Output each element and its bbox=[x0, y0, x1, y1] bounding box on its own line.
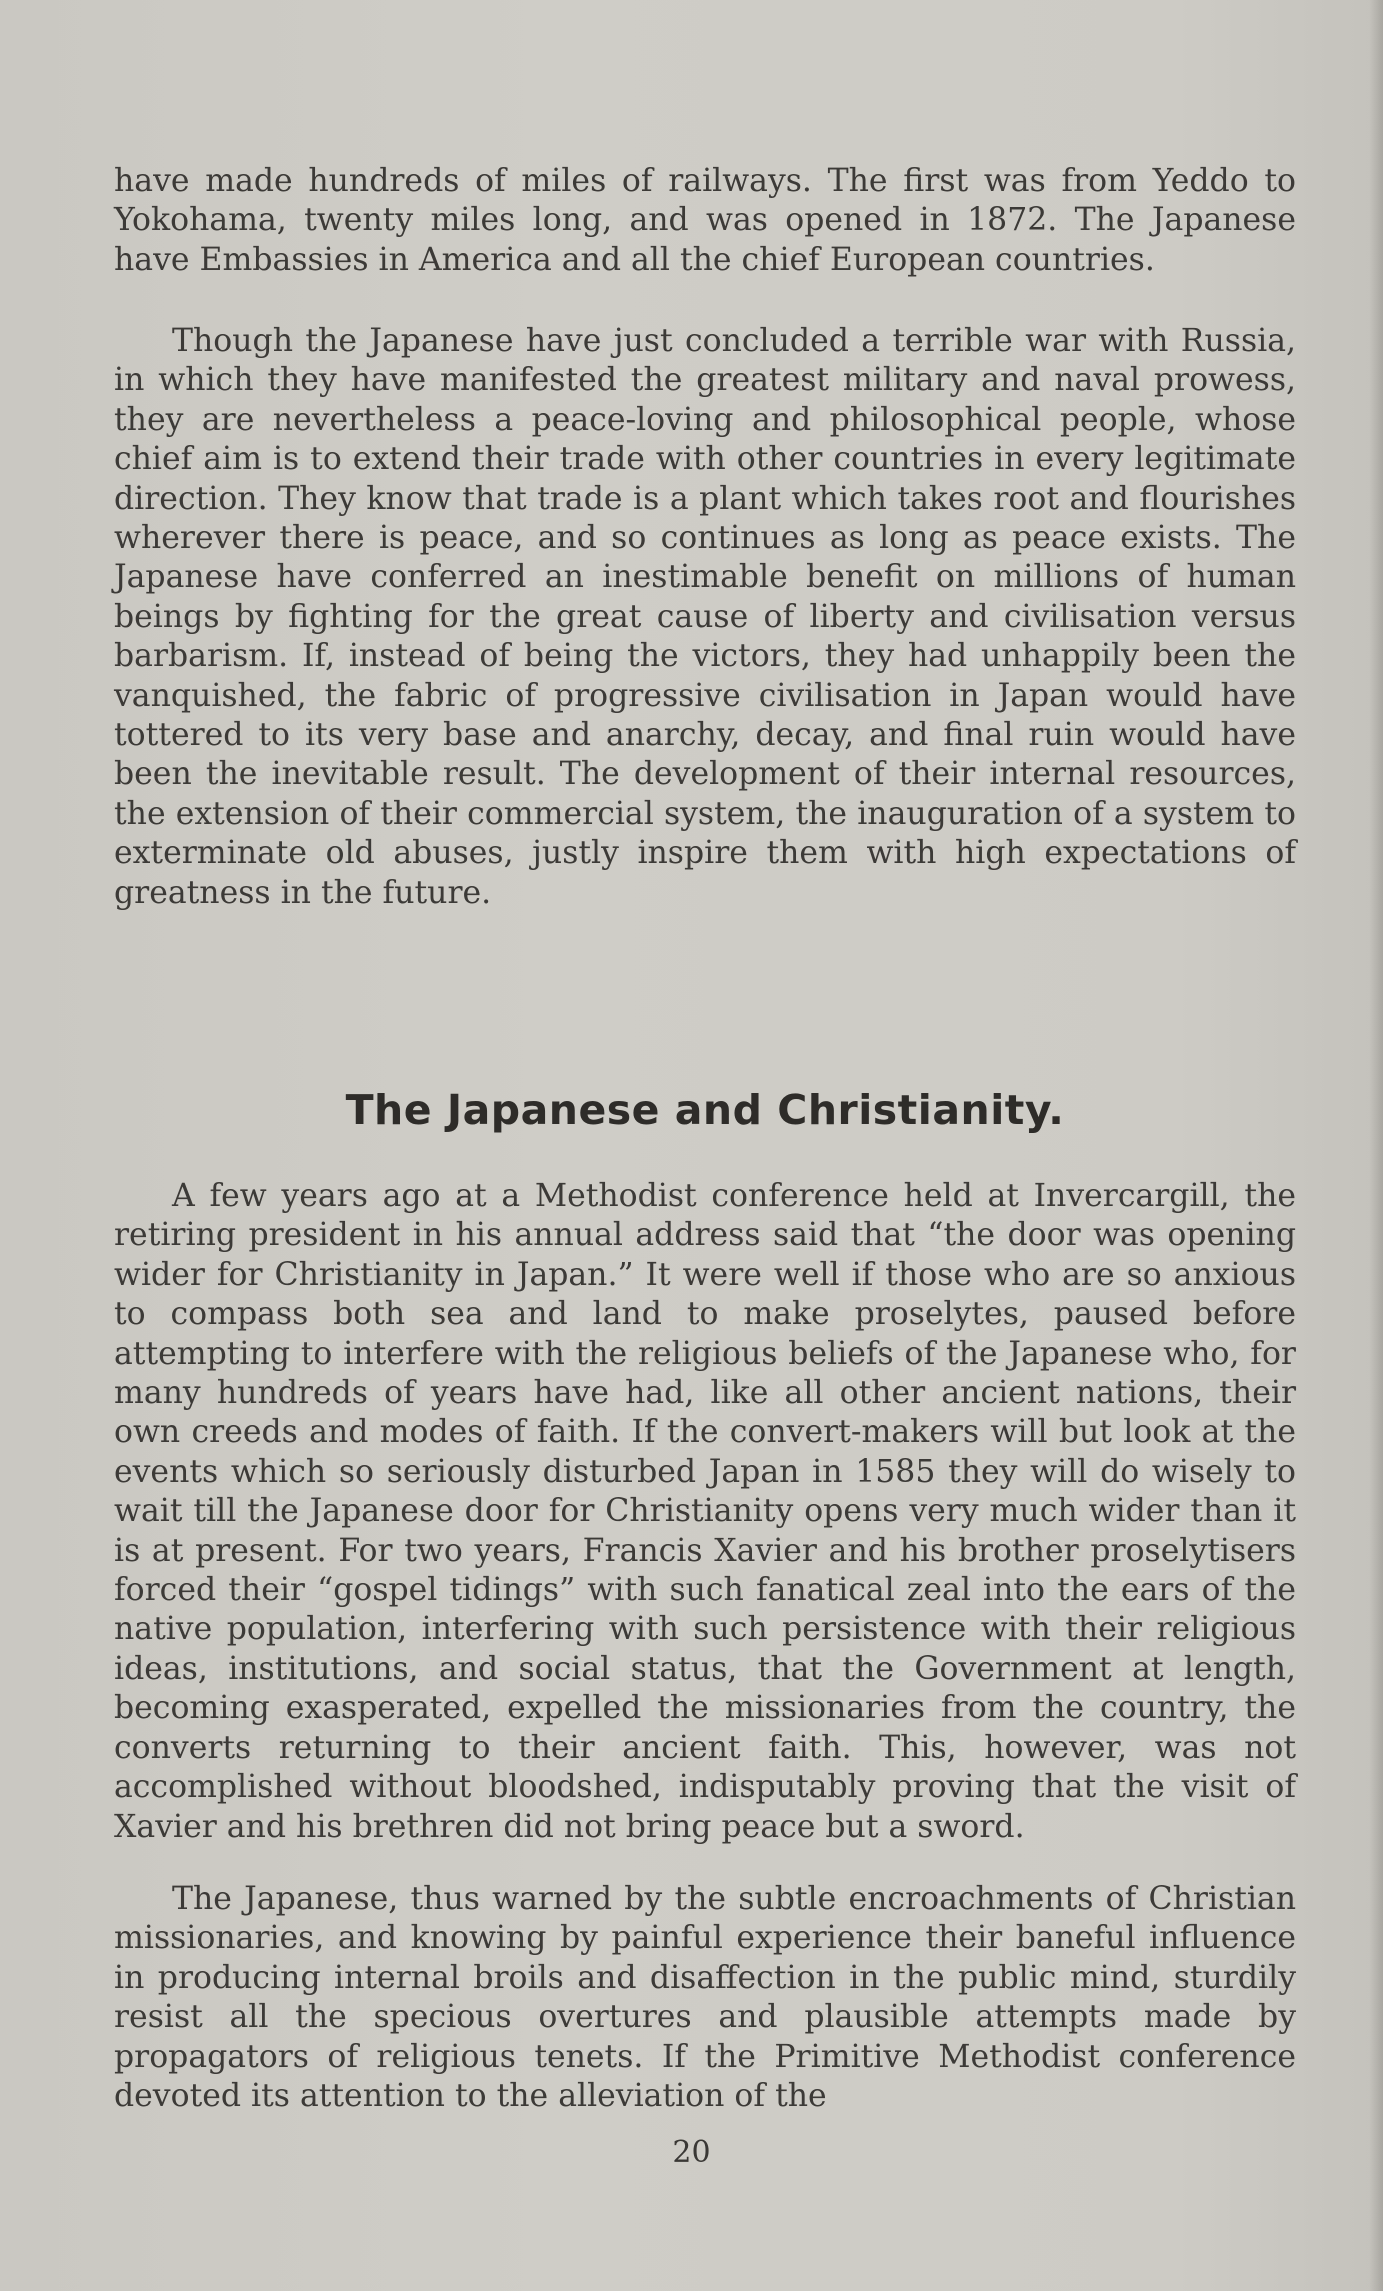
paragraph-railways: have made hundreds of miles of railways. The first was from Yeddo to Yokohama, twenty miles long, and was opened in 1872. The Japanese have Embassies in America and all the chief European countries. bbox=[114, 163, 1296, 278]
paragraph-methodist-conference: A few years ago at a Methodist conference held at Invercargill, the retiring president in his annual address said that “the door was opening wider for Christianity in Japan.” It were well if those who are so anxious to compass both sea and land to make proselytes, paused before attempting to interfere with the religious beliefs of the Japanese who, for many hundreds of years have had, like all other ancient nations, their own creeds and modes of faith. If the convert-makers will but look at the events which so seriously disturbed Japan in 1585 they will do wisely to wait till the Japanese door for Christianity opens very much wider than it is at present. For two years, Francis Xavier and his brother proselytisers forced their “gospel tidings” with such fanatical zeal into the ears of the native population, interfering with such persistence with their religious ideas, institutions, and social status, that the Government at length, becoming exasperated, expelled the missionaries from the country, the converts returning to their ancient faith. This, however, was not accomplished without bloodshed, indisputably proving that the visit of Xavier and his brethren did not bring peace but a sword. bbox=[114, 1178, 1296, 1845]
page-number: 20 bbox=[672, 2135, 711, 2170]
paragraph-japanese-warned: The Japanese, thus warned by the subtle encroachments of Christian missionaries, and knowing by painful experience their baneful influence in producing internal broils and disaffection in the public mind, sturdily resist all the specious overtures and plausible attempts made by propagators of religious tenets. If the Primitive Methodist conference devoted its attention to the alleviation of the bbox=[114, 1881, 1296, 2115]
section-heading: The Japanese and Christianity. bbox=[345, 1086, 1065, 1134]
paragraph-war-with-russia: Though the Japanese have just concluded a terrible war with Russia, in which they have manifested the greatest military and naval prowess, they are nevertheless a peace-loving and philosophical people, whose chief aim is to extend their trade with other countries in every legitimate direction. They know that trade is a plant which takes root and flourishes wherever there is peace, and so continues as long as peace exists. The Japanese have conferred an inestimable benefit on millions of human beings by fighting for the great cause of liberty and civilisation versus barbarism. If, instead of being the victors, they had unhappily been the vanquished, the fabric of progressive civilisation in Japan would have tottered to its very base and anarchy, decay, and final ruin would have been the inevitable result. The development of their internal resources, the extension of their commercial system, the inauguration of a system to exterminate old abuses, justly inspire them with high expectations of greatness in the future. bbox=[114, 323, 1296, 911]
page-edge-shadow bbox=[1369, 0, 1383, 2291]
